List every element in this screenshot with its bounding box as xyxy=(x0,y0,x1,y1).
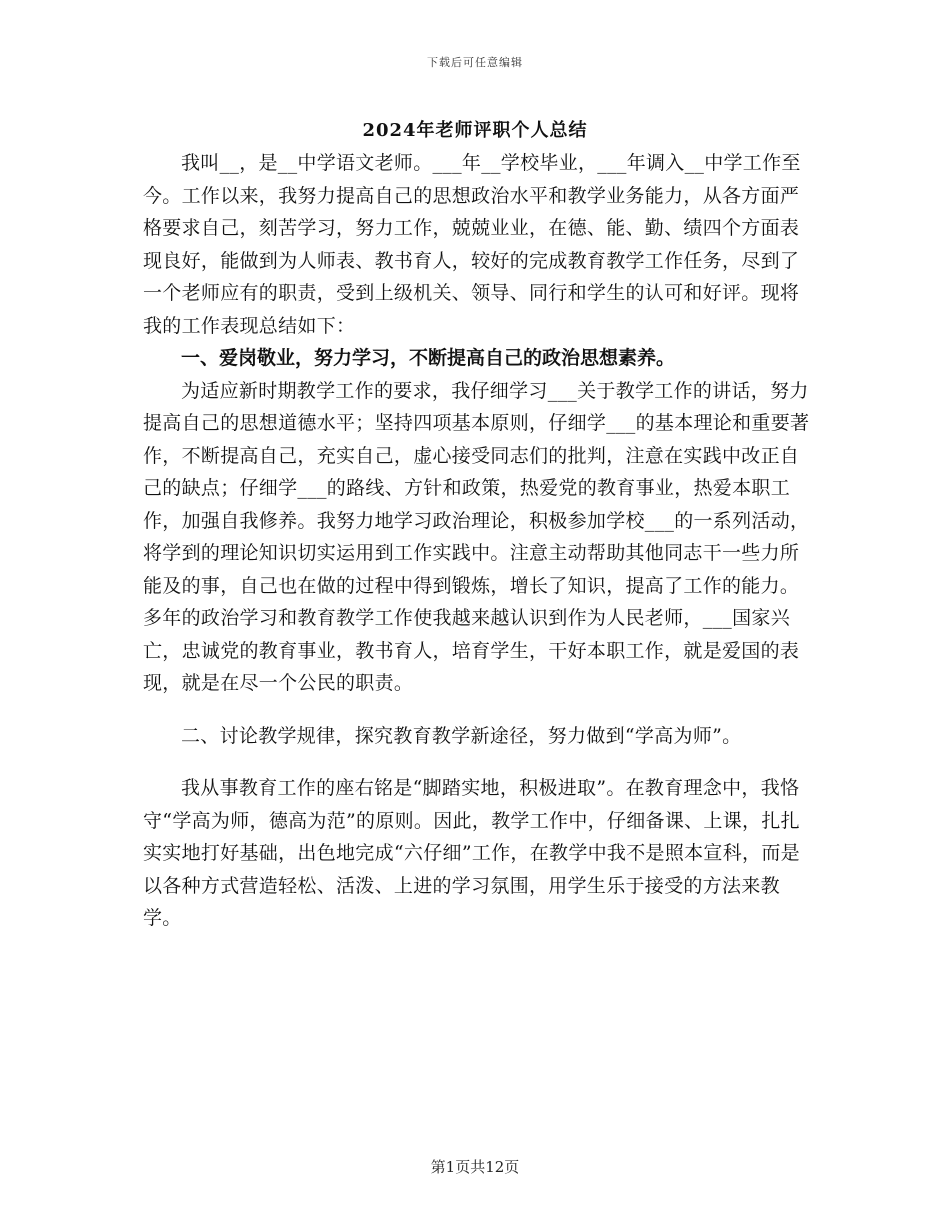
intro-paragraph: 我叫__，是__中学语文老师。___年__学校毕业，___年调入__中学工作至今。工作以来，我努力提高自己的思想政治水平和教学业务能力，从各方面严格要求自己，刻苦学习，努力工作，兢兢业业，在德、能、勤、绩四个方面表现良好，能做到为人师表、教书育人，较好的完成教育教学工作任务，尽到了一个老师应有的职责，受到上级机关、领导、同行和学生的认可和好评。现将我的工作表现总结如下： xyxy=(143,152,801,337)
document-title: 2024年老师评职个人总结 xyxy=(362,120,588,141)
document-body xyxy=(143,147,815,935)
section-heading-1: 一、爱岗敬业，努力学习，不断提高自己的政治思想素养。 xyxy=(181,347,676,369)
section-1-paragraph: 为适应新时期教学工作的要求，我仔细学习___关于教学工作的讲话，努力提高自己的思想道德水平；坚持四项基本原则，仔细学___的基本理论和重要著作，不断提高自己，充实自己，虚心接受同志们的批判，注意在实践中改正自己的缺点；仔细学___的路线、方针和政策，热爱党的教育事业，热爱本职工作，加强自我修养。我努力地学习政治理论，积极参加学校___的一系列活动，将学到的理论知识切实运用到工作实践中。注意主动帮助其他同志干一些力所能及的事，自己也在做的过程中得到锻炼，增长了知识，提高了工作的能力。多年的政治学习和教育教学工作使我越来越认识到作为人民老师，___国家兴亡，忠诚党的教育事业，教书育人，培育学生，干好本职工作，就是爱国的表现，就是在尽一个公民的职责。 xyxy=(143,379,810,694)
page-header-note: 下载后可任意编辑 xyxy=(427,56,523,69)
section-heading-2: 二、讨论教学规律，探究教育教学新途径，努力做到“学高为师”。 xyxy=(181,724,742,747)
section-2-paragraph: 我从事教育工作的座右铭是“脚踏实地，积极进取”。在教育理念中，我恪守“学高为师，德高为范”的原则。因此，教学工作中，仔细备课、上课，扎扎实实地打好基础，出色地完成“六仔细”工作，在教学中我不是照本宣科，而是以各种方式营造轻松、活泼、上进的学习氛围，用学生乐于接受的方法来教学。 xyxy=(143,777,800,929)
page-number: 第1页共12页 xyxy=(430,1158,520,1176)
